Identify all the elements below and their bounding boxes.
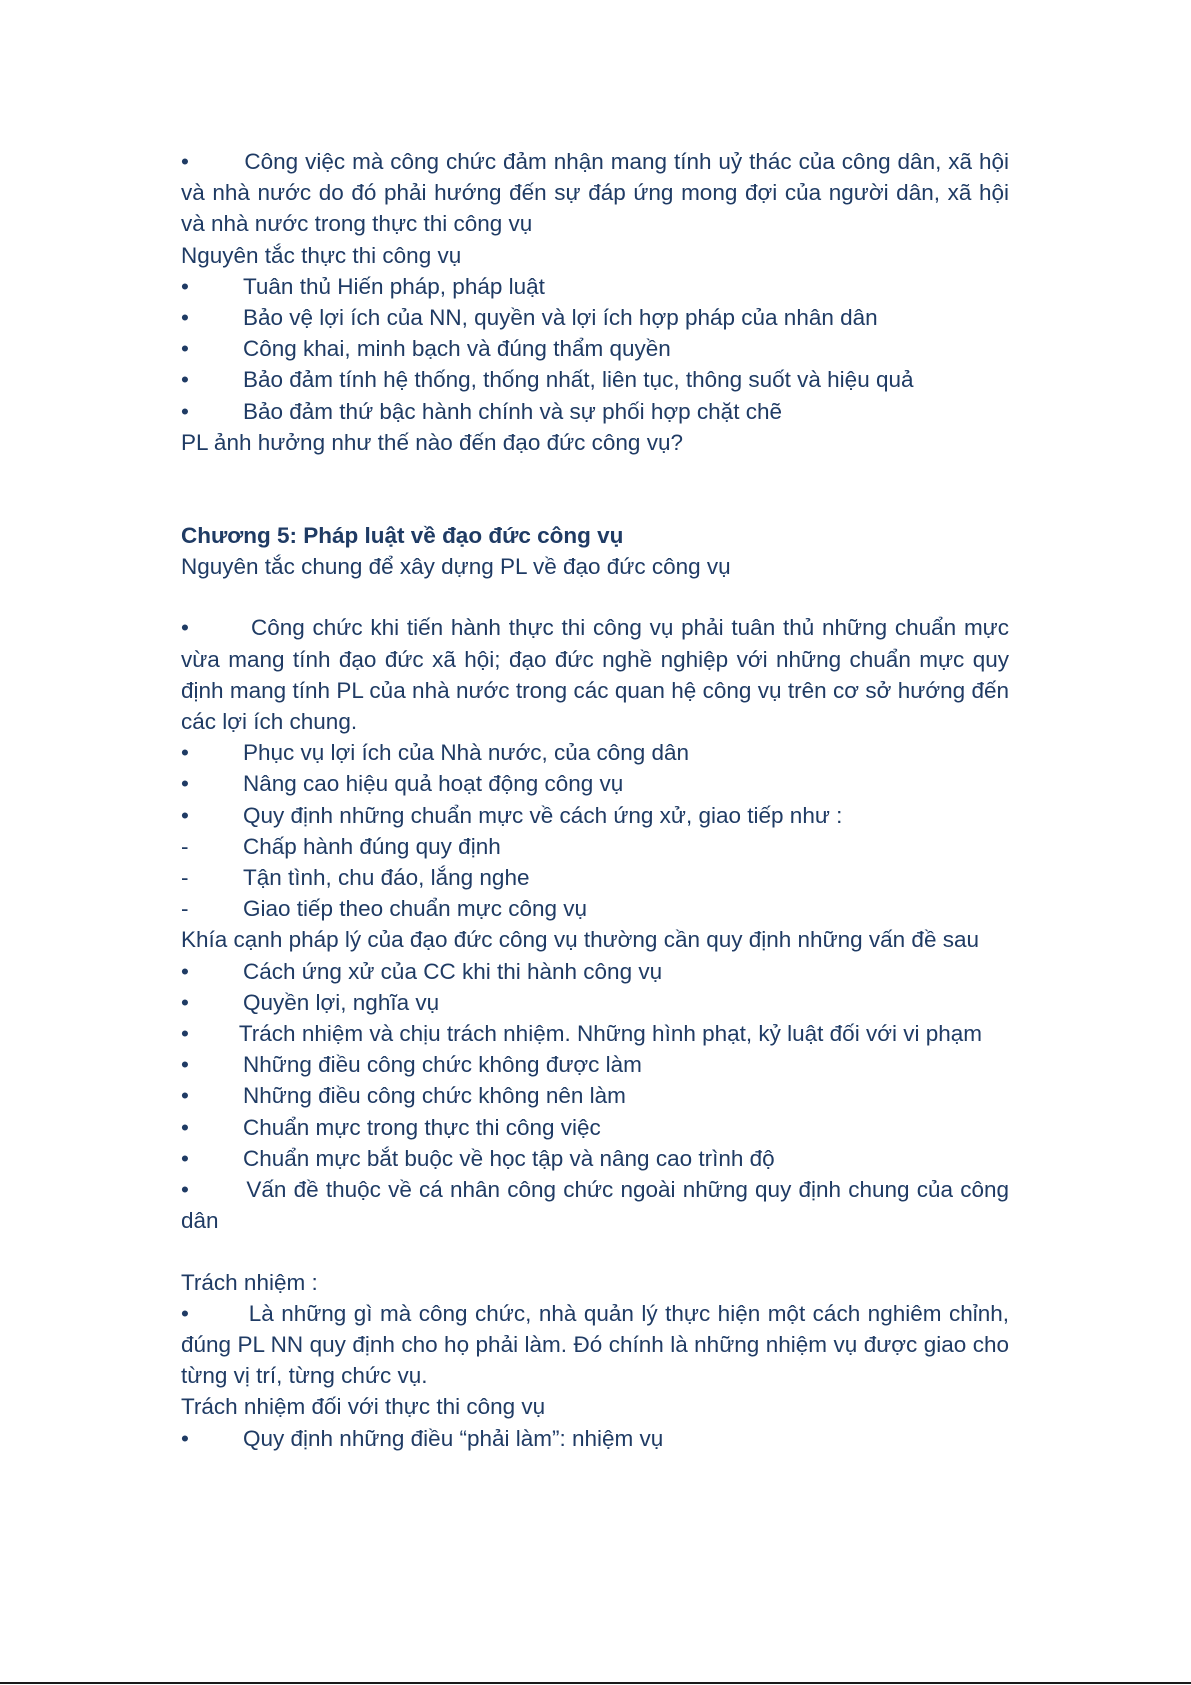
bullet-mark: • [181, 273, 189, 299]
list-item: • Bảo đảm thứ bậc hành chính và sự phối hợp chặt chẽ [181, 396, 1009, 427]
list-chung [181, 737, 1009, 831]
bullet-mark: • [181, 1425, 189, 1451]
paragraph-khia-canh: Khía cạnh pháp lý của đạo đức công vụ thường cần quy định những vấn đề sau [181, 927, 979, 953]
list-item: - Giao tiếp theo chuẩn mực công vụ [181, 893, 1009, 924]
list-tn [181, 1423, 1009, 1454]
bullet-mark: • [181, 1145, 189, 1171]
bullet-mark: • [181, 1083, 189, 1109]
bullet-mark: • [181, 398, 189, 424]
bullet-mark: • [181, 958, 189, 984]
dash-mark: - [181, 896, 189, 922]
heading-trach-nhiem: Trách nhiệm : [181, 1269, 318, 1295]
list-khia-canh-2 [181, 1049, 1009, 1174]
list-item: • Nâng cao hiệu quả hoạt động công vụ [181, 768, 1009, 799]
heading-nguyen-tac-thuc-thi: Nguyên tắc thực thi công vụ [181, 242, 462, 268]
spacer [181, 582, 1009, 612]
list-item: • Quyền lợi, nghĩa vụ [181, 987, 1009, 1018]
heading-tn-thuc-thi: Trách nhiệm đối với thực thi công vụ [181, 1394, 546, 1420]
list-item: • Bảo vệ lợi ích của NN, quyền và lợi ích hợp pháp của nhân dân [181, 302, 1009, 333]
list-item: • Chuẩn mực bắt buộc về học tập và nâng cao trình độ [181, 1143, 1009, 1174]
list-item: - Chấp hành đúng quy định [181, 831, 1009, 862]
list-dash [181, 831, 1009, 925]
bullet-mark: • [181, 336, 189, 362]
bullet-mark: • [181, 989, 189, 1015]
paragraph-chuan-muc: • Công chức khi tiến hành thực thi công vụ phải tuân thủ những chuẩn mực vừa mang tính đạo đức xã hội; đạo đức nghề nghiệp với những chuẩn mực quy định mang tính PL của nhà nước trong các quan hệ công vụ trên cơ sở hướng đến các lợi ích chung. [181, 615, 1009, 735]
list-item: • Chuẩn mực trong thực thi công việc [181, 1112, 1009, 1143]
list-item: • Cách ứng xử của CC khi thi hành công vụ [181, 956, 1009, 987]
list-item: • Phục vụ lợi ích của Nhà nước, của công dân [181, 737, 1009, 768]
spacer [181, 458, 1009, 520]
list-item: • Quy định những chuẩn mực về cách ứng xử, giao tiếp như : [181, 800, 1009, 831]
paragraph-trach-nhiem-ky-luat: • Trách nhiệm và chịu trách nhiệm. Những hình phạt, kỷ luật đối với vi phạm [181, 1021, 982, 1047]
spacer [181, 1237, 1009, 1267]
list-nguyen-tac [181, 271, 1009, 427]
list-item: • Quy định những điều “phải làm”: nhiệm vụ [181, 1423, 1009, 1454]
dash-mark: - [181, 833, 189, 859]
list-khia-canh-1 [181, 956, 1009, 1018]
document-page [181, 146, 1009, 1454]
question-pl: PL ảnh hưởng như thế nào đến đạo đức công vụ? [181, 429, 683, 455]
paragraph-van-de-ca-nhan: • Vấn đề thuộc về cá nhân công chức ngoài những quy định chung của công dân [181, 1177, 1009, 1234]
chapter-title: Chương 5: Pháp luật về đạo đức công vụ [181, 523, 624, 549]
bullet-mark: • [181, 305, 189, 331]
bullet-mark: • [181, 1052, 189, 1078]
list-item: • Công khai, minh bạch và đúng thẩm quyền [181, 333, 1009, 364]
list-item: • Những điều công chức không được làm [181, 1049, 1009, 1080]
paragraph-trach-nhiem: • Là những gì mà công chức, nhà quản lý thực hiện một cách nghiêm chỉnh, đúng PL NN quy định cho họ phải làm. Đó chính là những nhiệm vụ được giao cho từng vị trí, từng chức vụ. [181, 1300, 1009, 1389]
list-item: • Những điều công chức không nên làm [181, 1080, 1009, 1111]
paragraph-uy-thac: • Công việc mà công chức đảm nhận mang tính uỷ thác của công dân, xã hội và nhà nước do đó phải hướng đến sự đáp ứng mong đợi của người dân, xã hội và nhà nước trong thực thi công vụ [181, 149, 1009, 237]
bullet-mark: • [181, 740, 189, 766]
dash-mark: - [181, 865, 189, 891]
list-item: • Tuân thủ Hiến pháp, pháp luật [181, 271, 1009, 302]
bullet-mark: • [181, 771, 189, 797]
bullet-mark: • [181, 802, 189, 828]
bullet-mark: • [181, 1114, 189, 1140]
chapter-subtitle: Nguyên tắc chung để xây dựng PL về đạo đức công vụ [181, 554, 731, 580]
list-item: - Tận tình, chu đáo, lắng nghe [181, 862, 1009, 893]
bullet-mark: • [181, 367, 189, 393]
list-item: • Bảo đảm tính hệ thống, thống nhất, liên tục, thông suốt và hiệu quả [181, 364, 1009, 395]
page-bottom-border [0, 1682, 1191, 1684]
